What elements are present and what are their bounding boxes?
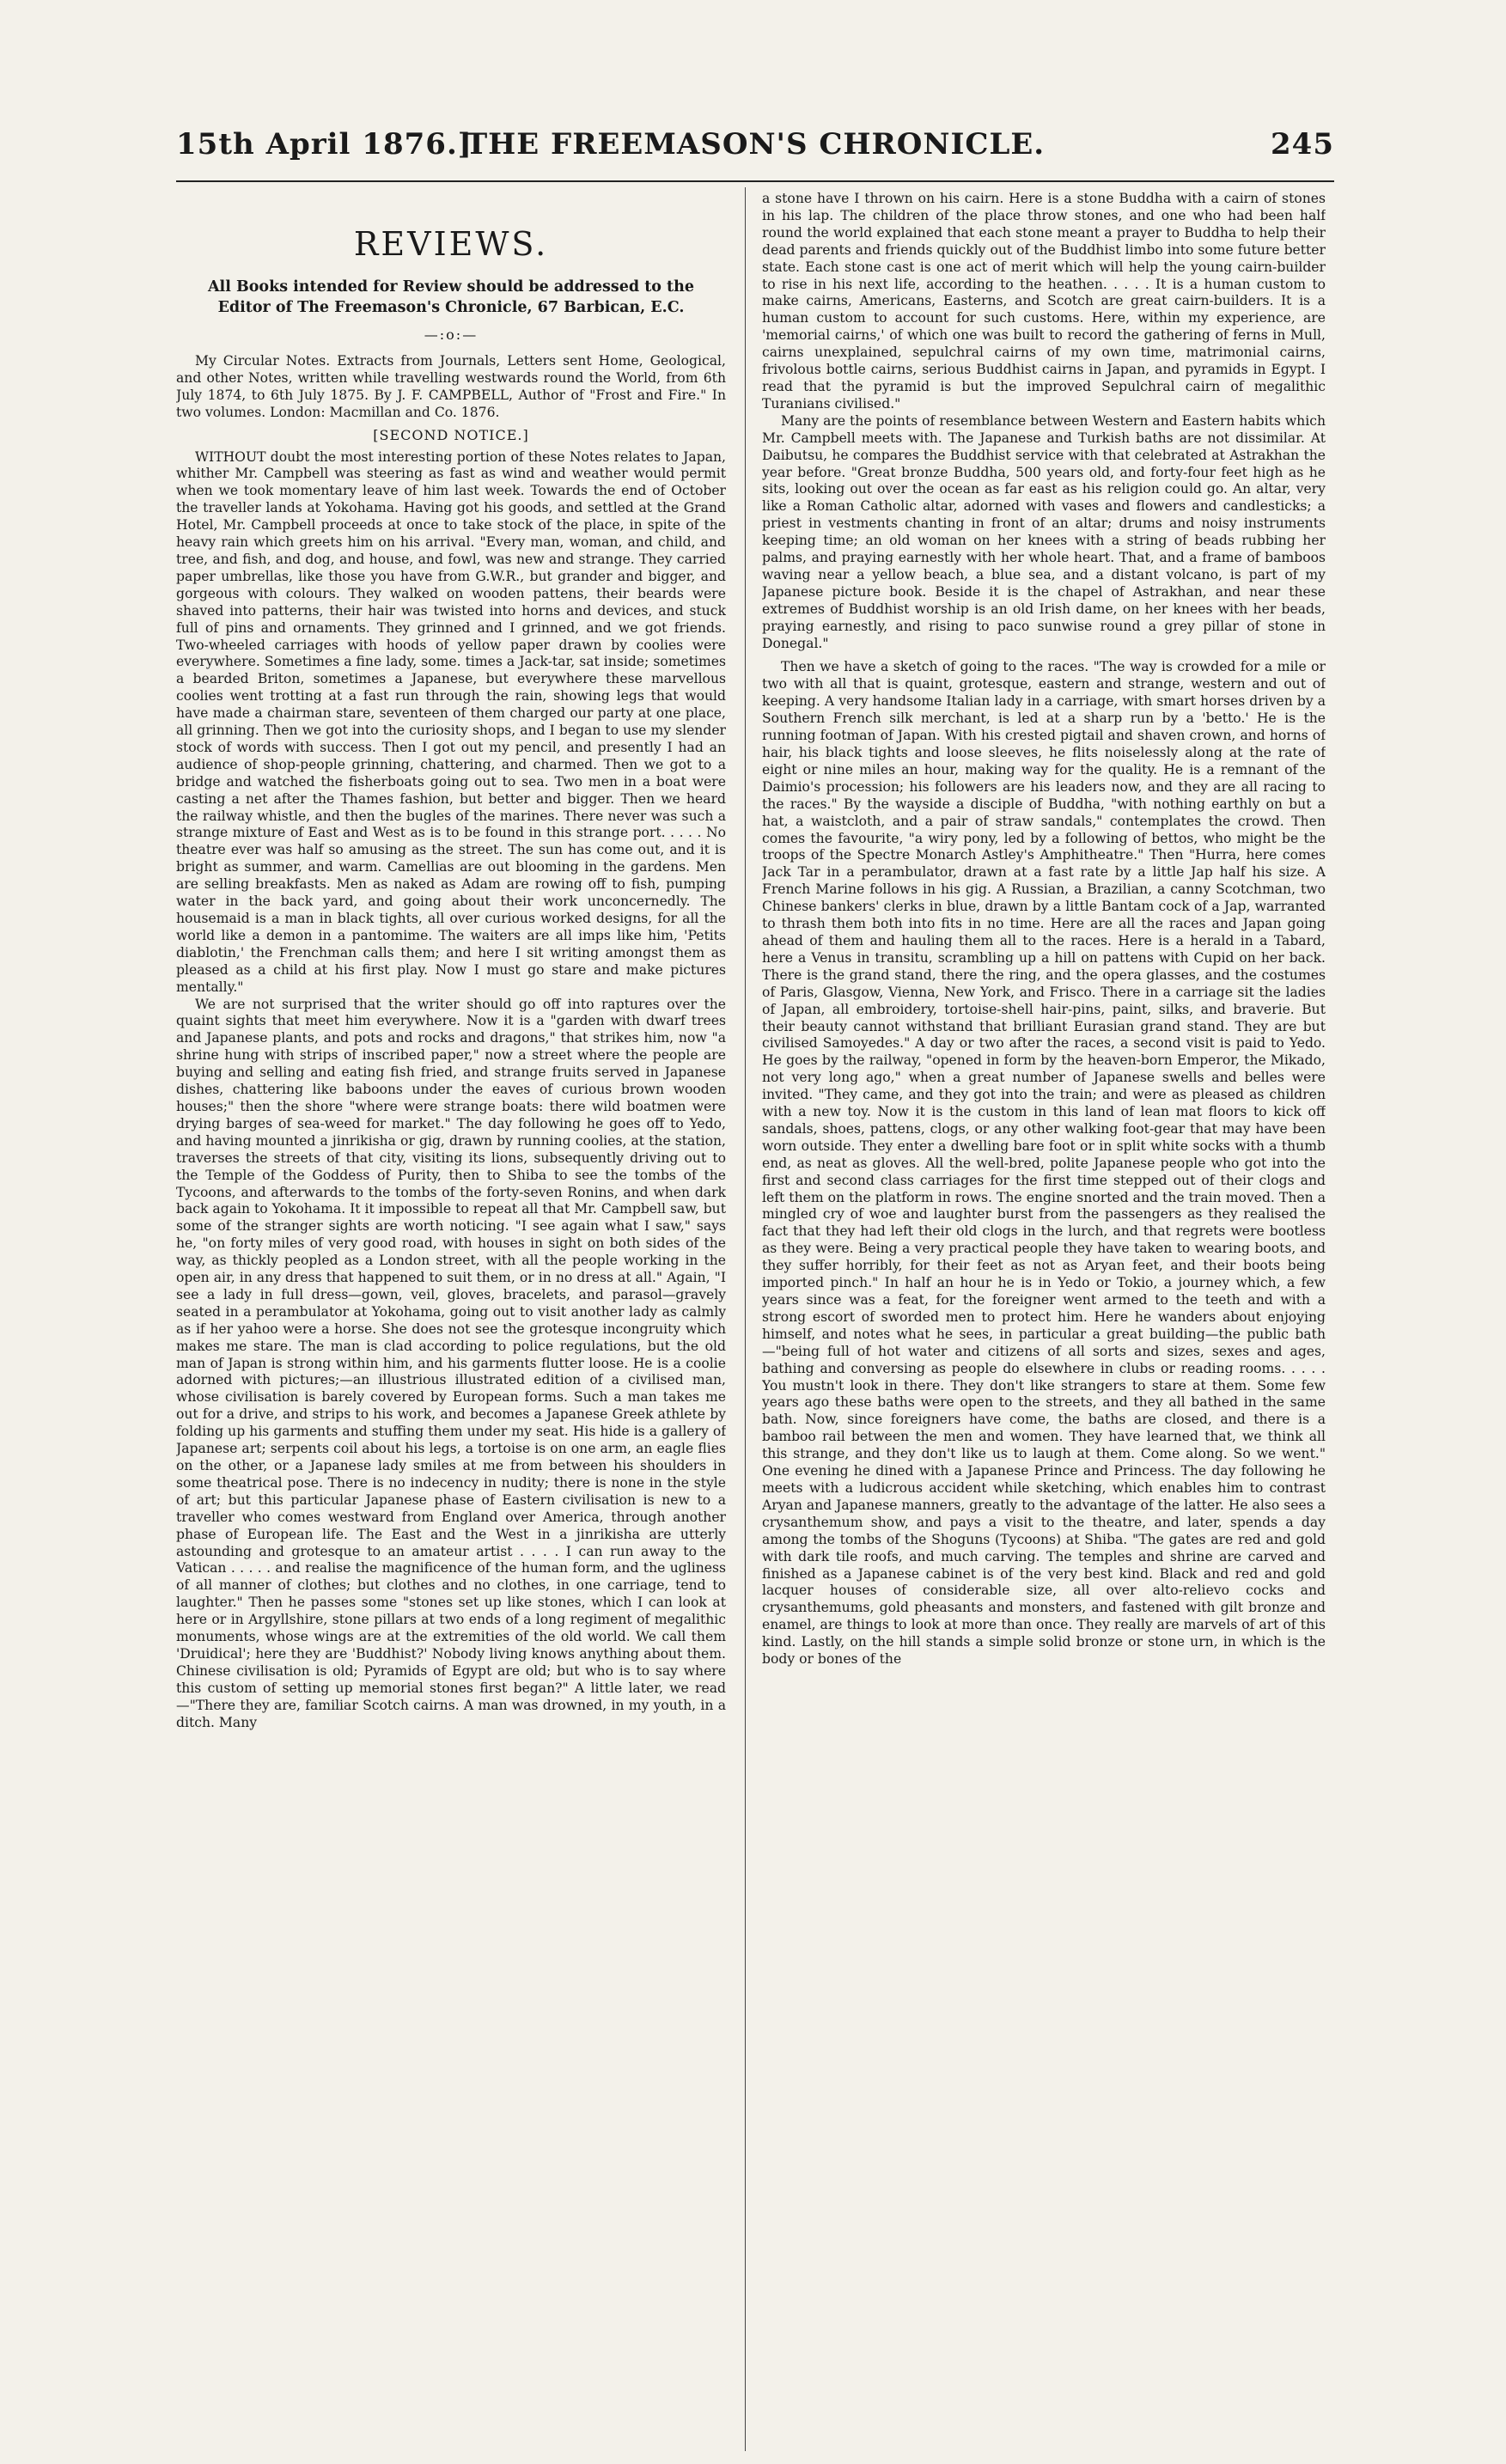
page-number: 245: [1271, 127, 1334, 162]
notice-subheading: [SECOND NOTICE.]: [373, 426, 529, 443]
issue-date: 15th April 1876.]: [176, 127, 473, 162]
left-column: [176, 191, 726, 2450]
paragraph: Then we have a sketch of going to the races. "The way is crowded for a mile or two with all that is quaint, grotesque, eastern and strange, western and out of keeping. A very handsome Italian lady in a carriage, with smart horses driven by a Southern French silk merchant, is led at a sharp run by a 'betto.' He is the running footman of Japan. With his crested pigtail and shaven crown, and horns of hair, his black tights and loose sleeves, he flits noiselessly along at the rate of eight or nine miles an hour, making way for the quality. He is a remnant of the Daimio's procession; his followers are his leaders now, and they are all racing to the races." By the wayside a disciple of Buddha, "with nothing earthly on but a hat, a waistcloth, and a pair of straw sandals," contemplates the crowd. Then comes the favourite, "a wiry pony, led by a following of bettos, who might be the troops of the Spectre Monarch Astley's Amphitheatre." Then "Hurra, here comes Jack Tar in a perambulator, drawn at a fast rate by a little Jap half his size. A French Marine follows in his gig. A Russian, a Brazilian, a canny Scotchman, two Chinese bankers' clerks in blue, drawn by a little Bantam cock of a Jap, warranted to thrash them both into fits in no time. Here are all the races and Japan going ahead of them and hauling them all to the races. Here is a herald in a Tabard, here a Venus in transitu, scrambling up a hill on pattens with Cupid on her back. There is the grand stand, there the ring, and the opera glasses, and the costumes of Paris, Glasgow, Vienna, New York, and Frisco. There in a carriage sit the ladies of Japan, all embroidery, tortoise-shell hair-pins, paint, silks, and braverie. But their beauty cannot withstand that brilliant Eurasian grand stand. They are but civilised Samoyedes." A day or two after the races, a second visit is paid to Yedo. He goes by the railway, "opened in form by the heaven-born Emperor, the Mikado, not very long ago," when a great number of Japanese swells and belles were invited. "They came, and they got into the train; and were as pleased as children with a new toy. Now it is the custom in this land of lean mat floors to kick off sandals, shoes, pattens, clogs, or any other walking foot-gear that may have been worn outside. They enter a dwelling bare foot or in split white socks with a thumb end, as neat as gloves. All the well-bred, polite Japanese people who got into the first and second class carriages for the first time stepped out of their clogs and left them on the platform in rows. The engine snorted and the train moved. Then a mingled cry of woe and laughter burst from the passengers as they realised the fact that they had left their old clogs in the lurch, and that regrets were bootless as they were. Being a very practical people they have taken to wearing boots, and they suffer horribly, for their feet as not as Aryan feet, and their boots being imported pinch." In half an hour he is in Yedo or Tokio, a journey which, a few years since was a feat, for the foreigner went armed to the teeth and with a strong escort of sworded men to protect him. Here he wanders about enjoying himself, and notes what he sees, in particular a great building—the public bath—"being full of hot water and citizens of all sorts and sizes, sexes and ages, bathing and conversing as people do elsewhere in clubs or reading rooms. . . . . You mustn't look in there. They don't like strangers to stare at them. Some few years ago these baths were open to the streets, and they all bathed in the same bath. Now, since foreigners have come, the baths are closed, and there is a bamboo rail between the men and women. They have learned that, we think all this strange, and they don't like us to laugh at them. Come along. So we went." One evening he dined with a Japanese Prince and Princess. The day following he meets with a ludicrous accident while sketching, which enables him to contrast Aryan and Japanese manners, greatly to the advantage of the latter. He also sees a crysanthemum show, and pays a visit to the theatre, and later, spends a day among the tombs of the Shoguns (Tycoons) at Shiba. "The gates are red and gold with dark tile roofs, and much carving. The temples and shrine are carved and finished as a Japanese cabinet is of the very best kind. Black and red and gold lacquer houses of considerable size, all over alto-relievo cocks and crysanthemums, gold pheasants and monsters, and fastened with gilt bronze and enamel, are things to look at more than once. They really are marvels of art of this kind. Lastly, on the hill stands a simple solid bronze or stone urn, in which is the body or bones of the: [762, 659, 1326, 1668]
section-heading: REVIEWS.: [353, 225, 549, 263]
masthead: [176, 127, 1334, 179]
right-column: [762, 191, 1326, 2450]
masthead-rule: [176, 180, 1334, 182]
review-notice: All Books intended for Review should be addressed to the Editor of The Freemason's Chronicle, 67 Barbican, E.C.: [207, 278, 694, 316]
paragraph: WITHOUT doubt the most interesting portion of these Notes relates to Japan, whither Mr. Campbell was steering as fast as wind and weather would permit when we took momentary leave of him last week. Towards the end of October the traveller lands at Yokohama. Having got his goods, and settled at the Grand Hotel, Mr. Campbell proceeds at once to take stock of the place, in spite of the heavy rain which greets him on his arrival. "Every man, woman, and child, and tree, and fish, and dog, and house, and fowl, was new and strange. They carried paper umbrellas, like those you have from G.W.R., but grander and bigger, and gorgeous with colours. They walked on wooden pattens, their beards were shaved into patterns, their hair was twisted into horns and devices, and stuck full of pins and ornaments. They grinned and I grinned, and we got friends. Two-wheeled carriages with hoods of yellow paper drawn by coolies were everywhere. Sometimes a fine lady, some. times a Jack-tar, sat inside; sometimes a bearded Briton, sometimes a Japanese, but everywhere these marvellous coolies went trotting at a fast run through the rain, showing legs that would have made a chairman stare, seventeen of them charged our party at one place, all grinning. Then we got into the curiosity shops, and I began to use my slender stock of words with success. Then I got out my pencil, and presently I had an audience of shop-people grinning, chattering, and charmed. Then we got to a bridge and watched the fisherboats going out to sea. Two men in a boat were casting a net after the Thames fashion, but better and bigger. Then we heard the railway whistle, and then the bugles of the marines. There never was such a strange mixture of East and West as is to be found in this strange port. . . . . No theatre ever was half so amusing as the street. The sun has come out, and it is bright as summer, and warm. Camellias are out blooming in the gardens. Men are selling breakfasts. Men as naked as Adam are rowing off to fish, pumping water in the back yard, and going about their work unconcernedly. The housemaid is a man in black tights, all over curious worked designs, for all the world like a demon in a pantomime. The waiters are all imps like him, 'Petits diablotin,' the Frenchman calls them; and here I sit writing amongst them as pleased as a child at his first play. Now I must go stare and make pictures mentally.": [176, 448, 726, 995]
paragraph: We are not surprised that the writer should go off into raptures over the quaint sights that meet him everywhere. Now it is a "garden with dwarf trees and Japanese plants, and pots and rocks and dragons," that strikes him, now "a shrine hung with strips of inscribed paper," now a street where the people are buying and selling and eating fish fried, and strange fruits served in Japanese dishes, chattering like baboons under the eaves of curious brown wooden houses;" then the shore "where were strange boats: there wild boatmen were drying barges of sea-weed for market." The day following he goes off to Yedo, and having mounted a jinrikisha or gig, drawn by running coolies, at the station, traverses the streets of that city, visiting its lions, subsequently driving out to the Temple of the Goddess of Purity, then to Shiba to see the tombs of the Tycoons, and afterwards to the tombs of the forty-seven Ronins, and when dark back again to Yokohama. It it impossible to repeat all that Mr. Campbell saw, but some of the stranger sights are worth noticing. "I see again what I saw," says he, "on forty miles of very good road, with houses in sight on both sides of the way, as thickly peopled as a London street, with all the people working in the open air, in any dress that happened to suit them, or in no dress at all." Again, "I see a lady in full dress—gown, veil, gloves, bracelets, and parasol—gravely seated in a perambulator at Yokohama, going out to visit another lady as calmly as if her yahoo were a horse. She does not see the grotesque incongruity which makes me stare. The man is clad according to police regulations, but the old man of Japan is strong within him, and his garments flutter loose. He is a coolie adorned with pictures;—an illustrious illustrated edition of a civilised man, whose civilisation is barely covered by European forms. Such a man takes me out for a drive, and strips to his work, and becomes a Japanese Greek athlete by folding up his garments and stuffing them under my seat. His hide is a gallery of Japanese art; serpents coil about his legs, a tortoise is on one arm, an eagle flies on the other, or a Japanese lady smiles at me from between his shoulders in some theatrical pose. There is no indecency in nudity; there is none in the style of art; but this particular Japanese phase of Eastern civilisation is new to a traveller who comes westward from England over America, through another phase of European life. The East and the West in a jinrikisha are utterly astounding and grotesque to an amateur artist . . . . I can run away to the Vatican . . . . . and realise the magnificence of the human form, and the ugliness of all manner of clothes; but clothes and no clothes, in one carriage, tend to laughter." Then he passes some "stones set up like stones, which I can look at here or in Argyllshire, stone pillars at two ends of a long regiment of megalithic monuments, whose wings are at the extremities of the old world. We call them 'Druidical'; here they are 'Buddhist?' Nobody living knows anything about them. Chinese civilisation is old; Pyramids of Egypt are old; but who is to say where this custom of setting up memorial stones first began?" A little later, we read—"There they are, familiar Scotch cairns. A man was drowned, in my youth, in a ditch. Many: [176, 996, 726, 1730]
book-citation: My Circular Notes. Extracts from Journals, Letters sent Home, Geological, and other Notes, written while travelling westwards round the World, from 6th July 1874, to 6th July 1875. By J. F. CAMPBELL, Author of "Frost and Fire." In two volumes. London: Macmillan and Co. 1876.: [176, 353, 726, 420]
publication-title: THE FREEMASON'S CHRONICLE.: [465, 127, 1046, 162]
paragraph: a stone have I thrown on his cairn. Here is a stone Buddha with a cairn of stones in his lap. The children of the place throw stones, and one who had been half round the world explained that each stone meant a prayer to Buddha to help their dead parents and friends quickly out of the Buddhist limbo into some future better state. Each stone cast is one act of merit which will help the young cairn-builder to rise in his next life, according to the heathen. . . . . It is a human custom to make cairns, Americans, Easterns, and Scotch are great cairn-builders. It is a human custom to account for such customs. Here, within my experience, are 'memorial cairns,' of which one was built to record the gathering of ferns in Mull, cairns unexplained, sepulchral cairns of my own time, matrimonial cairns, frivolous bottle cairns, serious Buddhist cairns in Japan, and pyramids in Egypt. I read that the pyramid is but the improved Sepulchral cairn of megalithic Turanians civilised.": [762, 191, 1326, 412]
column-divider: [745, 187, 746, 2451]
paragraph-gap: [762, 652, 1326, 659]
paragraph: Many are the points of resemblance between Western and Eastern habits which Mr. Campbell meets with. The Japanese and Turkish baths are not dissimilar. At Daibutsu, he compares the Buddhist service with that celebrated at Astrakhan the year before. "Great bronze Buddha, 500 years old, and forty-four feet high as he sits, looking out over the ocean as far east as his religion could go. An altar, very like a Roman Catholic altar, adorned with vases and flowers and candlesticks; a priest in vestments chanting in front of an altar; drums and noisy instruments keeping time; an old woman on her knees with a string of beads rubbing her palms, and praying earnestly with her whole heart. That, and a frame of bamboos waving near a yellow beach, a blue sea, and a distant volcano, is part of my Japanese picture book. Beside it is the chapel of Astrakhan, and near these extremes of Buddhist worship is an old Irish dame, on her knees with her beads, praying earnestly, and rising to paco sunwise round a grey pillar of stone in Donegal.": [762, 412, 1326, 651]
separator: —:o:—: [424, 326, 479, 343]
